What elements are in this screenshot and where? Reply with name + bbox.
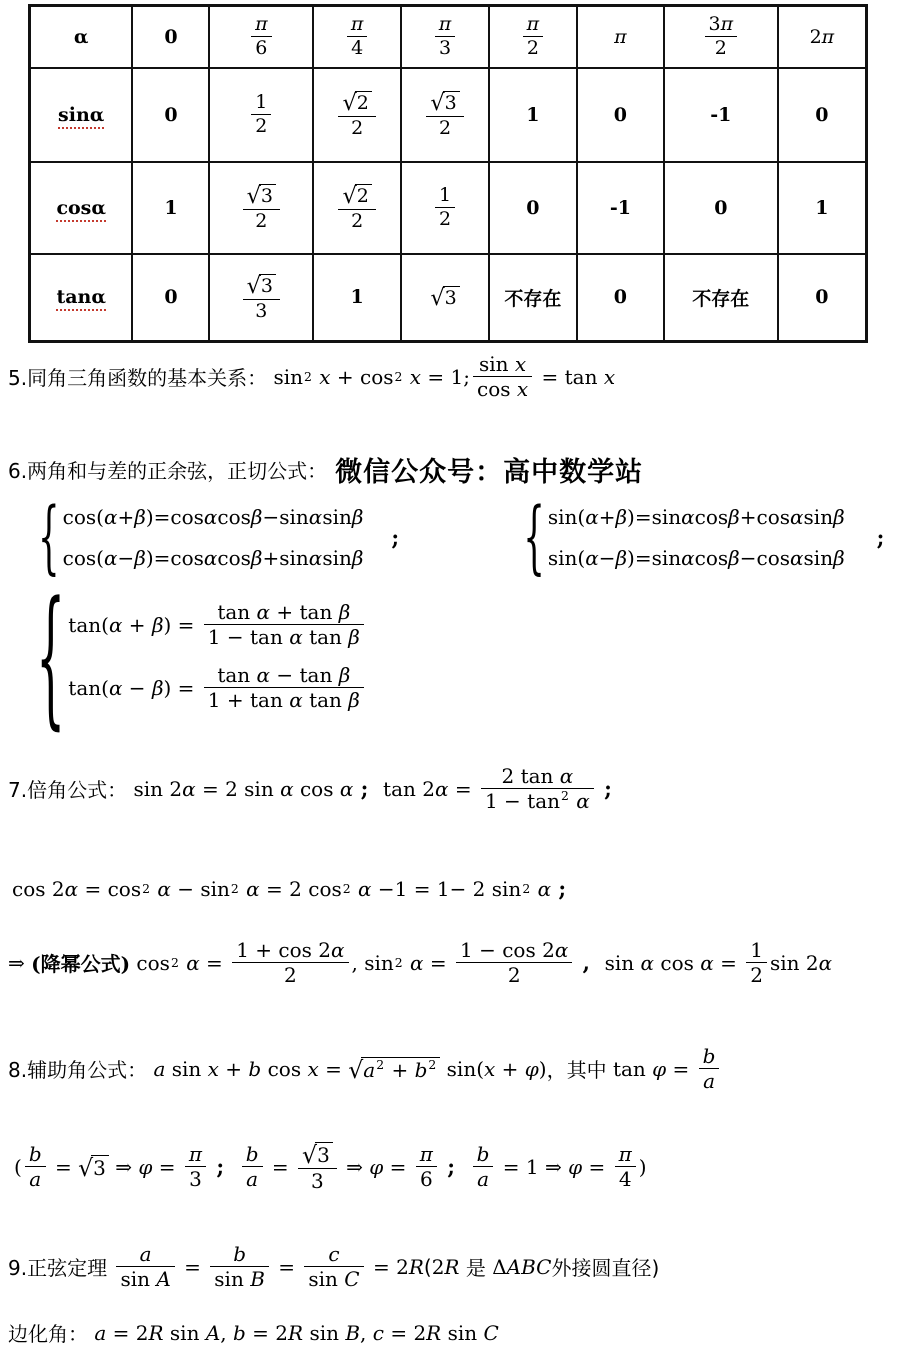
math-text: x + cos [319,364,394,389]
fraction [456,938,572,987]
math-text: tan(α + β) = [68,612,201,637]
table-cell [401,162,489,254]
table-row [30,6,867,68]
text-bold: sinα [58,104,104,129]
text-bold: 1 [815,196,829,219]
math-text: sin(α−β)=sinαcosβ−cosαsinβ [547,546,845,570]
fraction [338,182,375,233]
text-bold: 1 [164,196,178,219]
brace-group [523,490,845,585]
brace-icon: { [36,568,66,744]
fraction [204,663,364,712]
math-text: sin [273,364,303,389]
fraction [523,13,544,60]
fraction [116,1242,174,1291]
text-bold: -1 [609,196,631,219]
table-cell [489,68,577,162]
table-cell [30,68,133,162]
radical [342,182,371,209]
math-text: 2 [526,37,539,60]
math-text: 3π [708,13,734,36]
math-text: = 1 ⇒ φ = [496,1154,612,1179]
math-text: b [245,1142,259,1167]
fraction [435,13,456,60]
text-bold: 0 [613,103,627,126]
math-text: = 2R [366,1254,424,1279]
math-text: tan(α − β) = [68,675,201,700]
math-text: 1 [438,184,452,207]
math-text: 6 [419,1167,433,1192]
superscript: 2 [376,1056,385,1072]
text-bold: ; [596,776,612,801]
table-cell [778,6,867,68]
math-text: tan φ = [612,1056,696,1081]
math-text: a [363,1057,376,1082]
math-text: sin B [214,1267,265,1291]
fraction [251,13,272,60]
table-row [30,254,867,342]
math-text: π [255,13,268,36]
text: 7.倍角公式： [8,778,134,802]
table-cell [313,254,401,342]
math-text: α − sin [157,876,230,901]
math-text: 2 [438,117,452,140]
table-cell [132,6,209,68]
fraction [210,1242,269,1291]
math-text: b [233,1242,246,1266]
table-cell [30,6,133,68]
line-cos-sin-systems [38,490,885,585]
math-text: sin C [308,1267,360,1291]
math-text: α −1 = 1− 2 sin [358,876,522,901]
text-bold: 不存在 [692,287,750,310]
text: ( [423,1254,432,1279]
math-text: 2 [351,117,364,140]
table-cell [401,68,489,162]
line-power-reduction: ⇒ (降幂公式) cos 2 α = $\frac{1 + \cos 2\alpha}{2}$ , sin 2 α = $\frac{1 - \cos 2\alpha}{2}$ , sin α cos α = $\frac{1}{2}$ sin 2α [8,938,833,987]
table-cell [778,254,867,342]
line-sum-difference-title [8,450,643,489]
fraction [242,1142,263,1191]
fraction [338,89,375,140]
table-cell [664,254,778,342]
math-text: cos(α+β)=cosαcosβ−sinαsinβ [62,505,364,529]
math-text: 6 [255,37,268,60]
math-text: cos(α−β)=cosαcosβ+sinαsinβ [62,546,364,570]
fraction [473,1142,494,1191]
table-cell [132,254,209,342]
math-text: cos x [477,377,529,401]
line-phi-examples [14,1140,647,1193]
text-bold: ; [353,776,384,801]
math-text: π [614,25,627,48]
math-text: 1 [750,938,763,962]
text-bold: 0 [164,25,178,48]
text: 外接圆直径) [551,1256,660,1280]
fraction [243,182,280,233]
table-cell [664,162,778,254]
table-cell [778,68,867,162]
line-law-of-sines [8,1242,659,1291]
fraction [416,1142,437,1191]
math-text: 3 [317,1143,330,1167]
sqrt-icon: √ [342,90,357,117]
math-text: 3 [93,1155,106,1180]
math-text: a [29,1167,42,1192]
text-bold: 1 [526,103,540,126]
math-text: a [246,1167,259,1192]
text-bold: -1 [710,103,732,126]
table-cell [577,68,664,162]
text-bold: α [73,25,89,48]
math-text: 1 + tan α tan β [207,688,360,712]
math-text: tan α + tan β [217,600,351,624]
brace-group [36,568,367,744]
text-bold: 1 [350,286,364,309]
math-text: a = 2R sin A, b = 2R sin B, c = 2R sin C [94,1320,499,1345]
math-text: 2 [438,208,452,230]
math-text: 4 [618,1167,632,1192]
math-text: π [419,1142,433,1167]
math-text: sin x [478,352,527,376]
math-text: 2π [809,25,835,48]
math-text: sin(x + φ) [446,1056,547,1081]
math-text: 3 [444,92,457,115]
fraction [304,1242,363,1291]
math-text: b [28,1142,42,1167]
sqrt-icon: √ [246,183,261,210]
math-text: sin α cos α = [604,950,744,975]
table-row [30,162,867,254]
math-text: c [328,1242,340,1266]
math-text: 3 [260,185,274,208]
text-bold: ; [439,1154,470,1180]
math-text: a [477,1167,489,1192]
math-text: 2 [507,963,521,987]
fraction [473,352,532,401]
text-bold: 微信公众号：高中数学站 [335,457,644,488]
math-text: π [188,1142,203,1167]
radical [247,272,276,299]
math-text: , sin [351,950,394,975]
table-cell [664,68,778,162]
math-text: 2 [714,37,727,60]
text-bold: 0 [164,286,178,309]
math-text: 3 [311,1169,324,1194]
fraction [204,600,364,649]
math-text: cos [136,950,170,975]
table-cell [401,6,489,68]
math-text: α = [186,950,230,975]
table-cell [209,6,313,68]
radical [342,89,371,116]
text-bold: ; [209,1154,239,1180]
math-text: π [526,13,540,36]
table-cell [30,162,133,254]
table-cell [313,68,401,162]
math-text: 2 [351,210,364,233]
radical [430,284,459,310]
text: 6.两角和与差的正余弦，正切公式： [8,459,328,483]
math-text: 3 [255,299,268,322]
text: 9.正弦定理 [8,1256,114,1280]
line-basic-identities: 5.同角三角函数的基本关系： sin 2 x + cos 2 x = 1; $\frac{\text{sin x}}{\text{cos x}}$ = tan x [8,352,616,401]
math-text: = [48,1154,79,1179]
math-text: = [177,1254,208,1279]
brace-group [38,490,364,585]
sqrt-icon: √ [430,90,445,117]
text-bold: tanα [56,286,106,311]
math-text: b [476,1142,490,1167]
math-text: = [271,1254,302,1279]
radical [78,1153,109,1181]
line-cos-double-angle: cos 2α = cos 2 α − sin 2 α = 2 cos 2 α −1 = 1− 2 sin 2 α ; [12,876,567,901]
text: 5.同角三角函数的基本关系： [8,366,274,390]
math-text: 1 − tan α tan β [207,625,360,649]
table-cell [778,162,867,254]
math-text: 1 − cos 2α [460,938,569,962]
sqrt-icon: √ [246,272,261,299]
superscript: 2 [428,1056,437,1072]
table-cell [209,162,313,254]
math-text: 3 [189,1167,202,1192]
radical [348,1055,440,1083]
math-text: α [537,876,552,901]
text-bold: 0 [714,196,728,219]
table-cell [577,254,664,342]
text-bold: , [575,950,605,975]
math-text: 2 [255,115,268,137]
fraction [481,764,594,813]
text: 边化角： [8,1322,95,1346]
table-body [30,6,867,342]
math-text: 1 + cos 2α [236,938,345,962]
table-cell [209,254,313,342]
fraction [746,938,767,987]
table-cell [577,6,664,68]
math-text: cos 2α = cos [12,876,142,901]
text-bold: 不存在 [504,287,562,310]
math-text: 3 [260,274,274,297]
radical [302,1140,333,1168]
table-row [30,68,867,162]
text-bold: (降幂公式) [31,952,131,976]
math-text: α = 2 cos [246,876,342,901]
math-text: + b [385,1057,428,1082]
math-text: tan 2α = [383,776,478,801]
math-text: x = 1; [409,364,470,389]
fraction [298,1140,337,1193]
math-text: 1 − tan [484,789,561,813]
table-cell [209,68,313,162]
math-text: ⇒ φ = [339,1154,413,1179]
math-text: ⇒ [8,950,32,975]
math-text: a sin x + b cos x = [153,1056,349,1081]
table-cell [489,254,577,342]
math-text: sin(α+β)=sinαcosβ+cosαsinβ [547,505,845,529]
text-bold: ; [391,525,400,550]
fraction [347,13,368,60]
text-bold: 0 [815,286,829,309]
table-cell [489,6,577,68]
math-text: a [703,1069,716,1093]
radical [430,89,459,116]
math-text: tan α − tan β [217,663,351,687]
text-bold: cosα [56,197,106,222]
trig-values-table [28,4,868,343]
sqrt-icon: √ [78,1153,94,1182]
math-text: π [438,13,452,36]
math-text: sin 2α = 2 sin α cos α [133,776,354,801]
table-cell [132,162,209,254]
math-text: 2 [255,210,268,233]
math-text: 2 [356,185,369,208]
math-text: ) [638,1154,647,1179]
sqrt-icon: √ [348,1055,364,1084]
math-text: = tan x [535,364,616,389]
fraction [25,1142,46,1191]
fraction [185,1142,206,1191]
brace-icon: { [523,490,545,585]
fraction [699,1044,720,1093]
table-cell [401,254,489,342]
math-text: sin 2α [770,950,833,975]
text-bold: 0 [164,103,178,126]
math-text: 3 [444,287,457,310]
math-text: π [350,13,364,36]
text-bold: 0 [526,196,540,219]
line-side-to-angle [8,1318,499,1347]
fraction [705,13,738,60]
sqrt-icon: √ [302,1141,318,1169]
math-text: 2 [356,92,369,115]
table-cell [313,162,401,254]
superscript: 2 [561,788,569,804]
fraction [615,1142,636,1191]
brace-icon: { [38,490,60,585]
text-bold: ; [876,525,885,550]
math-text: 1 [255,91,268,114]
fraction [232,938,348,987]
fraction [243,272,280,323]
fraction [426,89,463,140]
math-text: 3 [438,37,452,60]
sqrt-icon: √ [430,285,445,312]
radical [247,182,276,209]
math-text: 4 [351,37,364,60]
math-text: ⇒ φ = [108,1154,182,1179]
math-text: α [576,789,590,813]
math-text: 2 [283,963,297,987]
sqrt-icon: √ [342,183,357,210]
table-cell [30,254,133,342]
fraction [435,184,455,231]
math-text: b [702,1044,716,1068]
table-cell [577,162,664,254]
line-tan-system [36,568,367,744]
text: 是 [459,1256,493,1280]
table-cell [664,6,778,68]
math-text: 2 tan α [501,764,574,788]
math-text: ( [14,1154,22,1179]
math-text: π [618,1142,632,1167]
text: ，其中 [546,1058,613,1082]
line-double-angle [8,764,612,813]
math-text: α = [410,950,454,975]
fraction [251,91,271,138]
text-bold: 0 [613,286,627,309]
math-text: = [265,1154,296,1179]
line-auxiliary-angle [8,1044,722,1093]
math-text: a [139,1242,152,1266]
table-cell [489,162,577,254]
math-text: 2R [431,1254,460,1279]
text: 8.辅助角公式： [8,1058,154,1082]
text-bold: 0 [815,103,829,126]
table-cell [313,6,401,68]
math-text: sin A [120,1267,171,1291]
text-bold: ; [551,876,567,901]
math-text: 2 [750,963,763,987]
math-text: ΔABC [492,1254,552,1279]
table-cell [132,68,209,162]
